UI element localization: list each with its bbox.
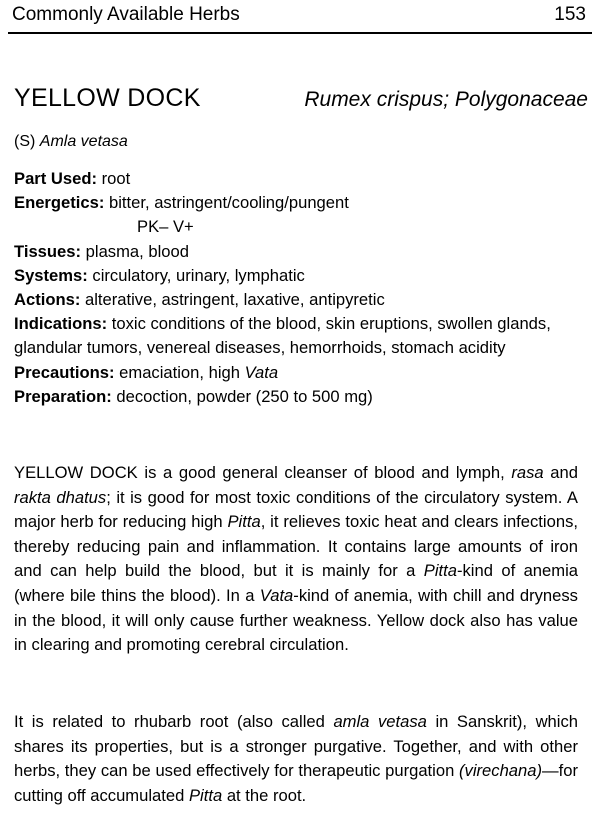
botanical-name: Rumex crispus; Polygonaceae [304, 88, 588, 111]
herb-properties [14, 167, 582, 409]
dosha-term: Pitta [423, 561, 457, 581]
property-label: Tissues: [14, 241, 82, 261]
section-title: Commonly Available Herbs [12, 4, 240, 25]
page-number: 153 [554, 4, 586, 25]
text-run: YELLOW DOCK is a good general cleanser of blood and lymph, [14, 463, 505, 482]
property-value-italic: Vata [244, 362, 279, 382]
sanskrit-name: Amla vetasa [39, 133, 128, 150]
property-label: Systems: [14, 265, 88, 285]
property-label: Actions: [14, 290, 81, 310]
property-tissues [14, 240, 582, 264]
text-run: It is related to rhubarb root (also called [14, 712, 325, 731]
text-run: at the root. [226, 785, 307, 805]
sanskrit-term: amla vetasa [333, 712, 427, 731]
text-run: in Sanskrit), which shares its properties, but is a stronger purgative. Together, and with other herbs, they can be used effectively for therapeutic purgation [14, 712, 579, 781]
dosha-term: Vata [259, 585, 294, 605]
dosha-term: Pitta [188, 785, 223, 805]
property-value: emaciation, high [119, 362, 240, 382]
property-value: alterative, astringent, laxative, antipyretic [85, 290, 385, 310]
text-run: and [550, 463, 578, 482]
sanskrit-term: rasa [511, 463, 544, 482]
property-actions [14, 288, 582, 312]
property-label: Indications: [14, 314, 108, 334]
property-value: root [101, 169, 131, 188]
text-run: ; it is good for most toxic conditions of the circulatory system. A major herb for reducing high [14, 487, 579, 532]
property-part-used [14, 167, 582, 191]
property-indications [14, 312, 582, 360]
property-energetics [14, 191, 582, 215]
sanskrit-prefix: (S) [14, 133, 36, 150]
property-label: Precautions: [14, 362, 115, 382]
description-paragraph-1 [14, 461, 578, 658]
property-value: plasma, blood [85, 241, 189, 261]
property-value: decoction, powder (250 to 500 mg) [116, 386, 373, 406]
property-value: bitter, astringent/cooling/pungent [109, 193, 349, 213]
property-label: Part Used: [14, 169, 97, 188]
property-preparation [14, 385, 582, 409]
dosha-effect: PK– V+ [137, 217, 194, 237]
herb-heading [14, 82, 590, 118]
property-precautions [14, 361, 582, 385]
text-run: —for cutting off accumulated [14, 761, 578, 805]
running-header [8, 2, 592, 34]
text-run: -kind of anemia, with chill and dryness in the blood, it will only cause further weakness. Yellow dock also has value in clearing and promoting cerebral circulation. [14, 585, 578, 655]
sanskrit-term: rakta dhatus [14, 487, 107, 507]
dosha-term: Pitta [227, 512, 261, 532]
text-run: -kind of anemia (where bile thins the blood). In a [14, 561, 578, 605]
property-label: Preparation: [14, 386, 112, 406]
property-value: toxic conditions of the blood, skin eruptions, swollen glands, glandular tumors, venereal diseases, hemorrhoids, stomach acidity [14, 314, 551, 358]
description-paragraph-2 [14, 710, 578, 808]
property-label: Energetics: [14, 193, 105, 213]
herb-name: YELLOW DOCK [14, 84, 201, 112]
sanskrit-name-line [14, 131, 128, 153]
sanskrit-term: (virechana) [459, 761, 543, 781]
property-value: circulatory, urinary, lymphatic [92, 265, 305, 285]
text-run: , it relieves toxic heat and clears infections, thereby reducing pain and inflammation. It contains large amounts of iron and can help build the blood, but it is mainly for a [14, 512, 578, 581]
property-systems [14, 264, 582, 288]
